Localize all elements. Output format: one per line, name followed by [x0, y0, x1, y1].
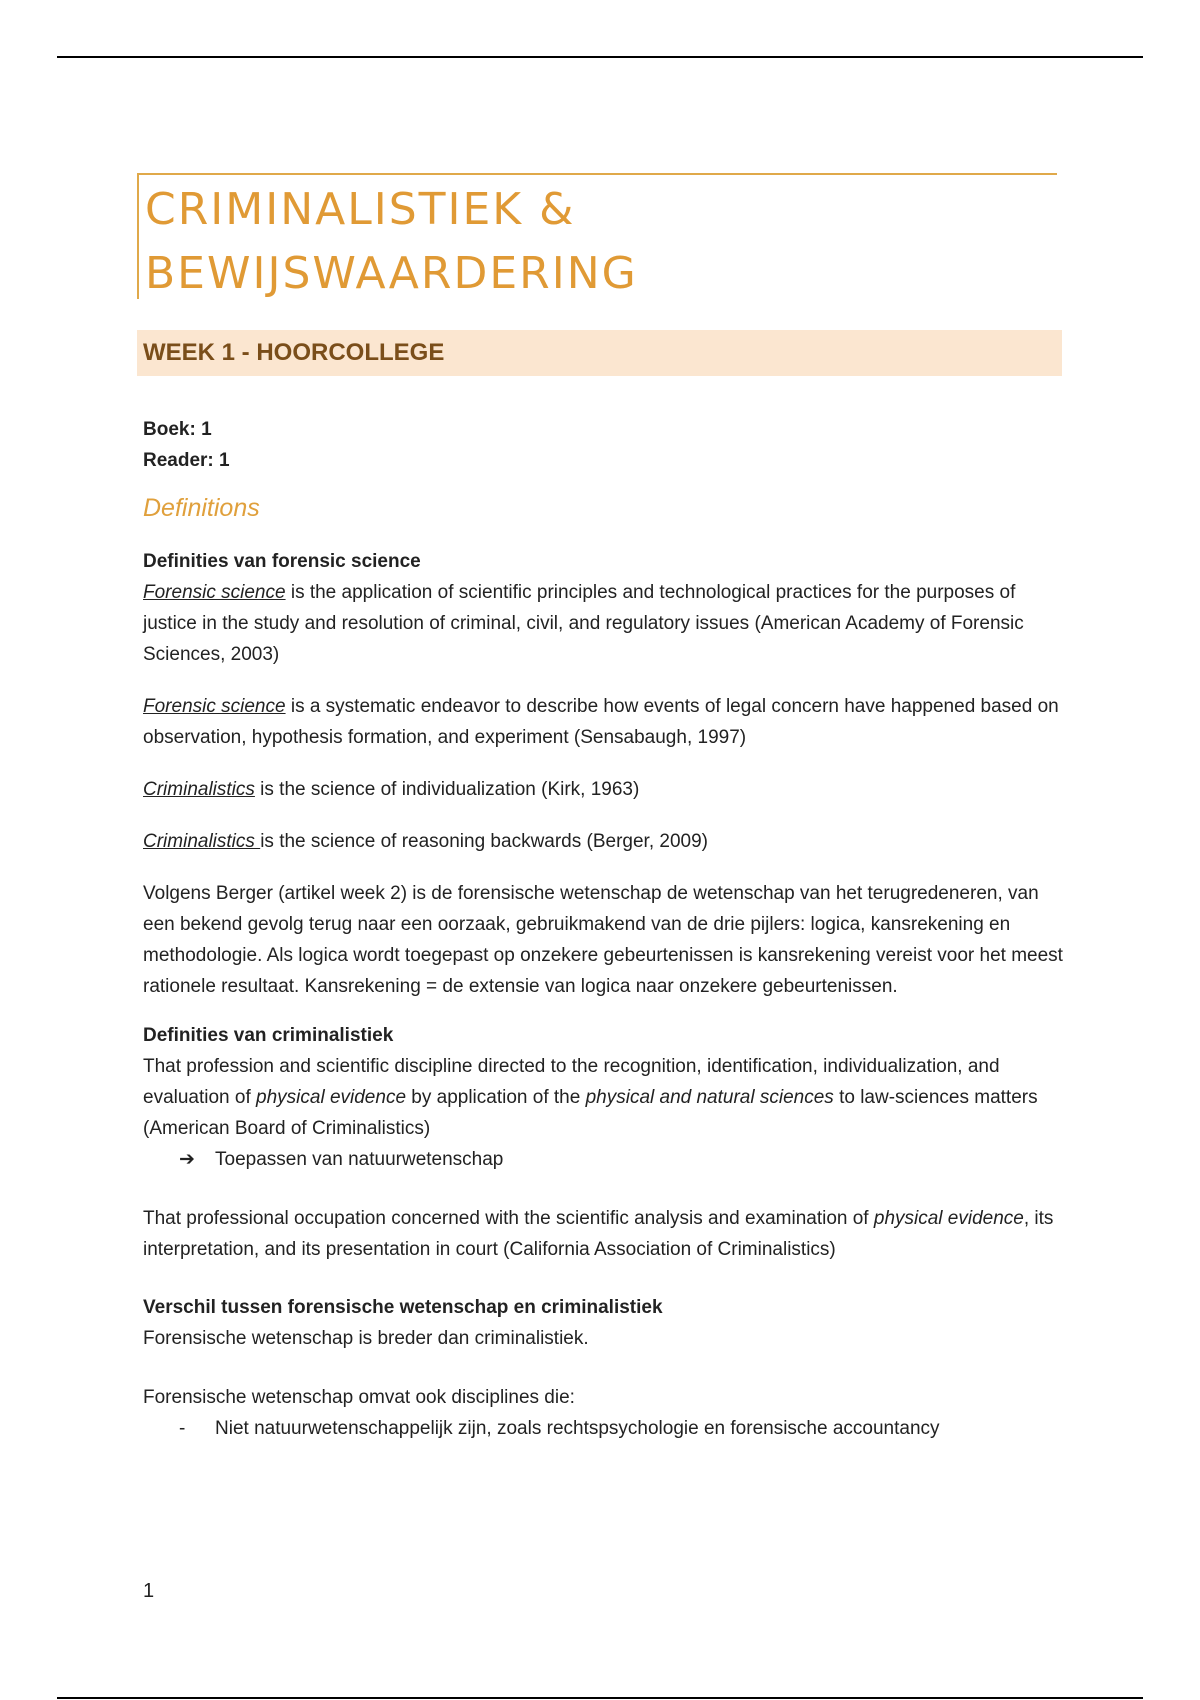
- term-forensic-science: Forensic science: [143, 582, 286, 603]
- term-forensic-science: Forensic science: [143, 696, 286, 717]
- document-title: [145, 178, 638, 306]
- definition-paragraph: [143, 691, 1063, 753]
- subheading-criminalistiek: Definities van criminalistiek: [143, 1025, 394, 1046]
- definition-text: , its interpretation, and its presentation in court (California Association of Criminalistics): [143, 1208, 1054, 1260]
- definition-paragraph: [143, 826, 1063, 857]
- top-rule: [57, 56, 1143, 58]
- definition-paragraph: [143, 577, 1063, 670]
- bottom-rule: [57, 1697, 1143, 1699]
- definition-paragraph: [143, 774, 1063, 805]
- definition-text: to law-sciences matters (American Board of Criminalistics): [143, 1087, 1038, 1139]
- definition-text: is the science of reasoning backwards (Berger, 2009): [260, 831, 708, 852]
- term-criminalistics: Criminalistics: [143, 779, 255, 800]
- dash-list-item: [143, 1413, 1063, 1444]
- definition-text: That professional occupation concerned with the scientific analysis and examination of: [143, 1208, 874, 1229]
- subheading-forensic-science: Definities van forensic science: [143, 551, 421, 572]
- title-line-1: CRIMINALISTIEK &: [145, 184, 576, 235]
- week-heading: WEEK 1 - HOORCOLLEGE: [143, 339, 445, 366]
- title-line-2: BEWIJSWAARDERING: [145, 248, 638, 299]
- boek-label: Boek: 1: [143, 419, 212, 440]
- page-number: 1: [143, 1580, 155, 1602]
- verschil-line-2: Forensische wetenschap omvat ook disciplines die:: [143, 1387, 575, 1408]
- arrow-right-icon: ➔: [179, 1149, 195, 1170]
- document-body: [143, 414, 1063, 1444]
- arrow-list-item-text: Toepassen van natuurwetenschap: [215, 1149, 504, 1170]
- definition-text: is a systematic endeavor to describe how events of legal concern have happened based on observation, hypothesis formation, and experiment (Sensabaugh, 1997): [143, 696, 1059, 748]
- definition-paragraph: [143, 1051, 1063, 1144]
- spacer: [143, 1354, 1063, 1382]
- dash-bullet-icon: -: [179, 1418, 186, 1439]
- definition-text: That profession and scientific discipline directed to the recognition, identification, individualization, and evaluation of: [143, 1056, 1000, 1108]
- section-heading-definitions: Definitions: [143, 494, 260, 522]
- definition-paragraph: [143, 1203, 1063, 1265]
- spacer: [143, 1175, 1063, 1203]
- dash-list-item-text: Niet natuurwetenschappelijk zijn, zoals rechtspsychologie en forensische accountancy: [215, 1418, 940, 1439]
- emphasis-physical-evidence: physical evidence: [256, 1087, 407, 1108]
- emphasis-physical-evidence: physical evidence: [873, 1208, 1024, 1229]
- subheading-verschil: Verschil tussen forensische wetenschap en criminalistiek: [143, 1297, 663, 1318]
- term-criminalistics: Criminalistics: [143, 831, 261, 852]
- arrow-list-item: [143, 1144, 1063, 1175]
- definition-text: is the science of individualization (Kirk, 1963): [254, 779, 640, 800]
- definition-text: by application of the: [406, 1087, 586, 1108]
- definition-text: is the application of scientific principles and technological practices for the purposes of justice in the study and resolution of criminal, civil, and regulatory issues (American Academy of Forensic Sciences, 2003): [143, 582, 1024, 665]
- emphasis-natural-sciences: physical and natural sciences: [585, 1087, 834, 1108]
- berger-paragraph: Volgens Berger (artikel week 2) is de forensische wetenschap de wetenschap van het terugredeneren, van een bekend gevolg terug naar een oorzaak, gebruikmakend van de drie pijlers: logica, kansrekening en methodologie. Als logica wordt toegepast op onzekere gebeurtenissen is kansrekening vereist voor het meest rationele resultaat. Kansrekening = de extensie van logica naar onzekere gebeurtenissen.: [143, 883, 1063, 997]
- verschil-line-1: Forensische wetenschap is breder dan criminalistiek.: [143, 1328, 589, 1349]
- reader-label: Reader: 1: [143, 450, 230, 471]
